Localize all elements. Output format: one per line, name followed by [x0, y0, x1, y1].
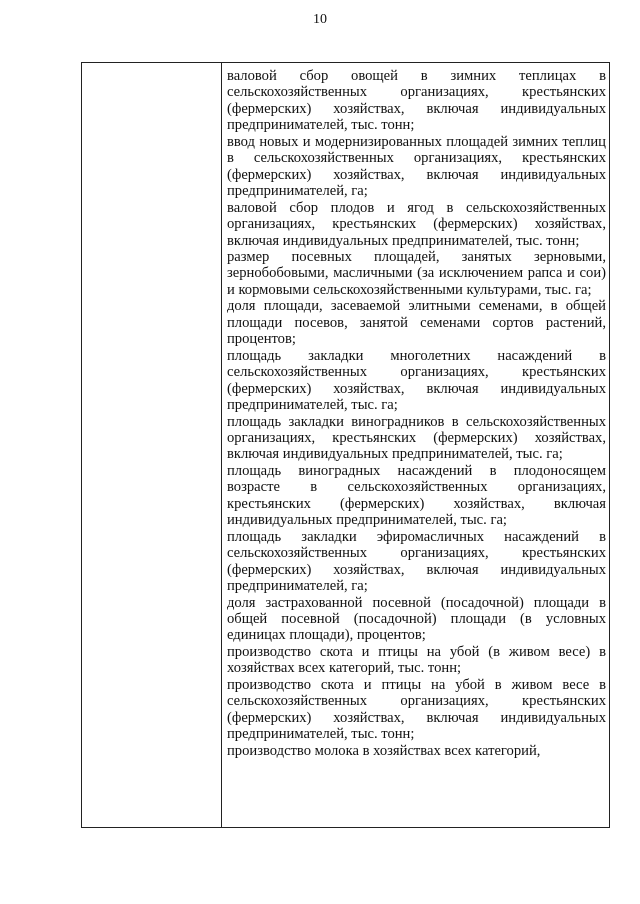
table-entry: доля площади, засеваемой элитными семенами, в общей площади посевов, занятой семенами сортов растений, процентов; — [227, 298, 606, 348]
page-number: 10 — [313, 12, 327, 27]
table-entry: площадь закладки эфиромасличных насаждений в сельскохозяйственных организациях, крестьянских (фермерских) хозяйствах, включая индивидуальных предпринимателей, га; — [227, 528, 606, 595]
table-entry: доля застрахованной посевной (посадочной) площади в общей посевной (посадочной) площади (в условных единицах площади), процентов; — [227, 594, 606, 644]
table-entry: площадь закладки виноградников в сельскохозяйственных организациях, крестьянских (фермерских) хозяйствах, включая индивидуальных предпринимателей, тыс. га; — [227, 413, 606, 463]
table-entry: ввод новых и модернизированных площадей зимних теплиц в сельскохозяйственных организациях, крестьянских (фермерских) хозяйствах, включая индивидуальных предпринимателей, га; — [227, 133, 606, 200]
table-entry: валовой сбор овощей в зимних теплицах в сельскохозяйственных организациях, крестьянских (фермерских) хозяйствах, включая индивидуальных предпринимателей, тыс. тонн; — [227, 68, 606, 134]
table-entry: площадь закладки многолетних насаждений в сельскохозяйственных организациях, крестьянских (фермерских) хозяйствах, включая индивидуальных предпринимателей, тыс. га; — [227, 347, 606, 414]
table-left-column — [82, 63, 222, 827]
table-entry: производство молока в хозяйствах всех категорий, — [227, 742, 541, 759]
table-entry: производство скота и птицы на убой в живом весе в сельскохозяйственных организациях, крестьянских (фермерских) хозяйствах, включая индивидуальных предпринимателей, тыс. тонн; — [227, 676, 606, 743]
table-entry: валовой сбор плодов и ягод в сельскохозяйственных организациях, крестьянских (фермерских) хозяйствах, включая индивидуальных предпринимателей, тыс. тонн; — [227, 199, 606, 249]
table-entry: размер посевных площадей, занятых зерновыми, зернобобовыми, масличными (за исключением рапса и сои) и кормовыми сельскохозяйственными культурами, тыс. га; — [227, 248, 606, 298]
table-right-column — [222, 63, 609, 827]
table-entry: площадь виноградных насаждений в плодоносящем возрасте в сельскохозяйственных организациях, крестьянских (фермерских) хозяйствах, включая индивидуальных предпринимателей, тыс. га; — [227, 462, 606, 529]
table-entry: производство скота и птицы на убой (в живом весе) в хозяйствах всех категорий, тыс. тонн; — [227, 643, 606, 677]
document-table — [81, 62, 610, 828]
